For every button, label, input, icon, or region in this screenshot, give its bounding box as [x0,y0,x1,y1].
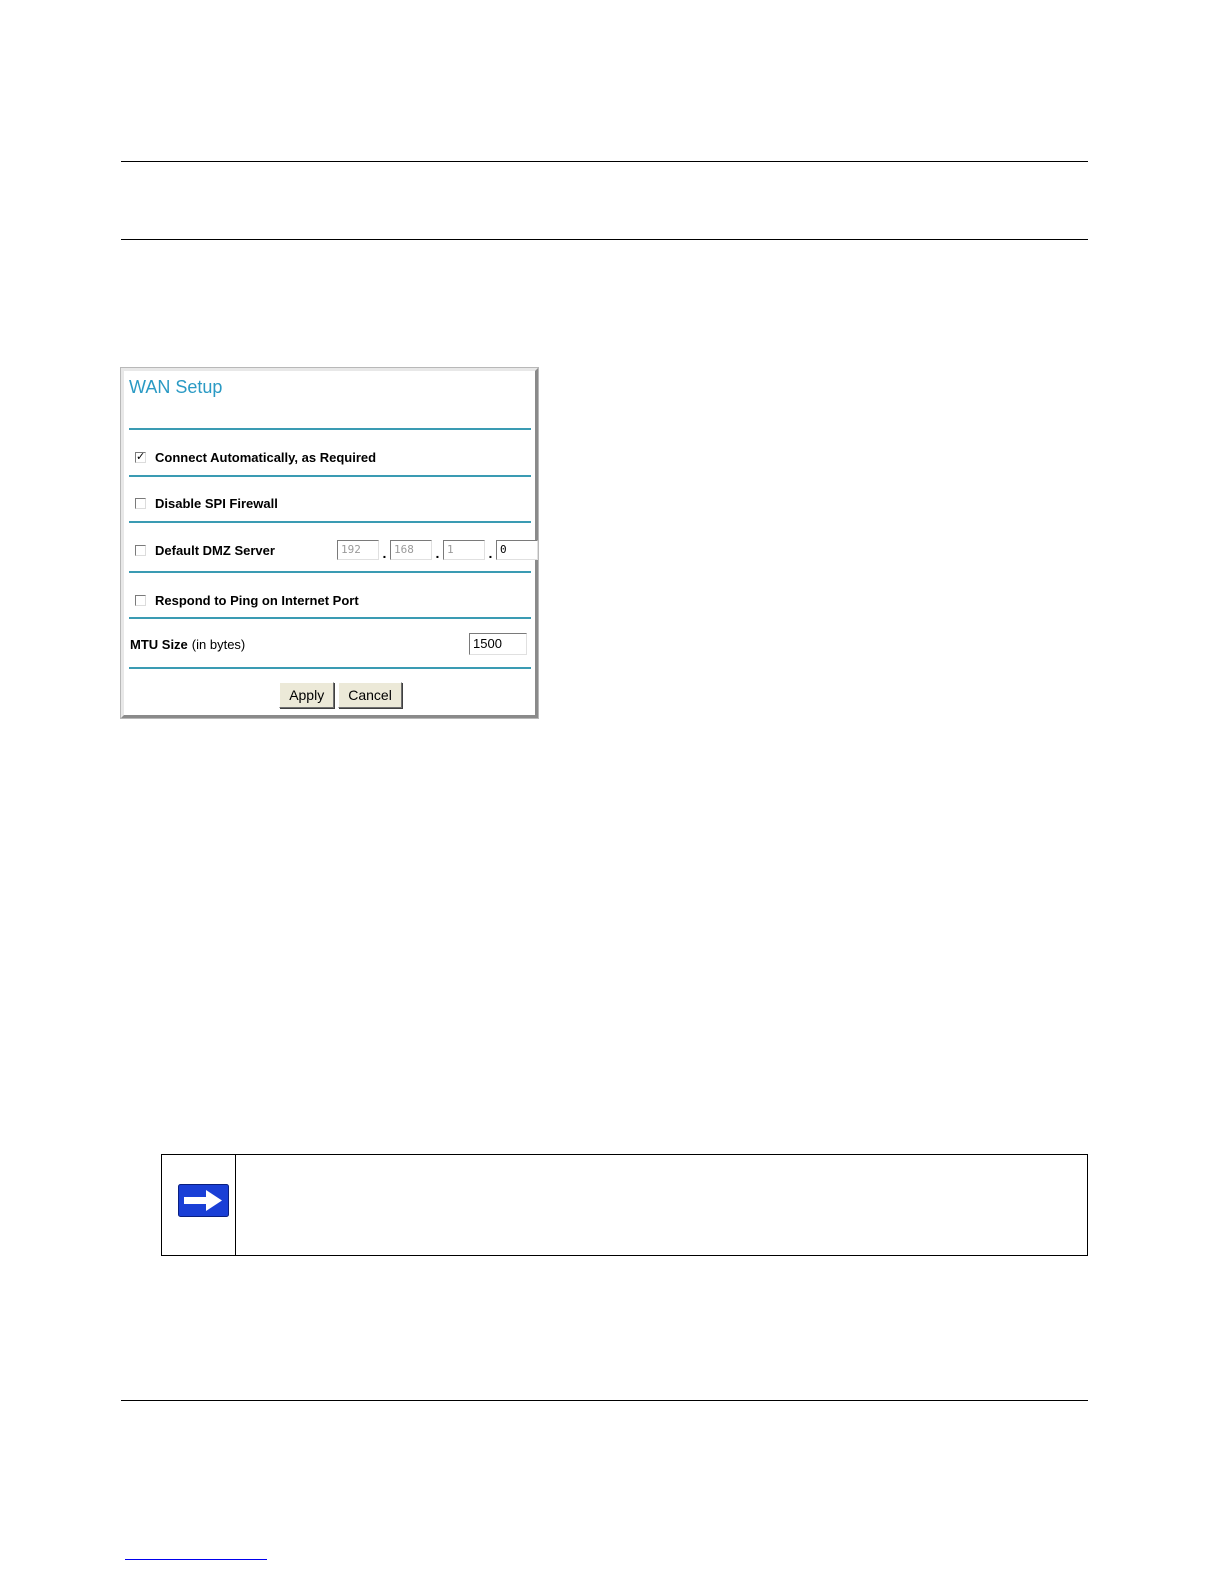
ip-dot: . [435,545,440,561]
dmz-ip-octet-3[interactable]: 1 [443,540,485,560]
panel-title: WAN Setup [129,377,223,397]
header-rule-top [121,161,1088,162]
connect-automatically-label: Connect Automatically, as Required [155,449,377,465]
separator [129,521,531,523]
checkmark-icon: ✓ [136,450,146,463]
mtu-size-unit: (in bytes) [191,636,246,652]
separator [129,571,531,573]
default-dmz-server-checkbox[interactable] [135,545,146,556]
ip-dot: . [488,545,493,561]
dmz-server-row [132,539,527,561]
separator [129,617,531,619]
dmz-ip-octet-4[interactable]: 0 [496,540,538,560]
note-divider [235,1155,236,1255]
dmz-ip-address [337,540,538,560]
dmz-ip-octet-1[interactable]: 192 [337,540,379,560]
footer-rule [121,1400,1088,1401]
default-dmz-server-label: Default DMZ Server [155,542,275,558]
button-row [124,682,535,708]
connect-automatically-checkbox[interactable] [135,452,146,463]
cancel-button[interactable]: Cancel [338,682,402,708]
disable-spi-row [132,492,527,514]
mtu-size-label: MTU Size [130,636,188,652]
respond-to-ping-checkbox[interactable] [135,595,146,606]
respond-to-ping-label: Respond to Ping on Internet Port [155,592,359,608]
arrow-right-icon [178,1184,229,1217]
ip-dot: . [382,545,387,561]
mtu-size-input[interactable]: 1500 [469,633,527,655]
separator [129,667,531,669]
mtu-size-row [130,633,527,655]
connect-automatically-row [132,446,527,468]
disable-spi-firewall-label: Disable SPI Firewall [155,495,278,511]
note-box [161,1154,1088,1256]
dmz-ip-octet-2[interactable]: 168 [390,540,432,560]
header-rule-bottom [121,239,1088,240]
footer-link-underline[interactable] [125,1559,267,1560]
wan-setup-panel [121,368,538,718]
apply-button[interactable]: Apply [279,682,334,708]
disable-spi-firewall-checkbox[interactable] [135,498,146,509]
separator [129,428,531,430]
separator [129,475,531,477]
respond-ping-row [132,589,527,611]
